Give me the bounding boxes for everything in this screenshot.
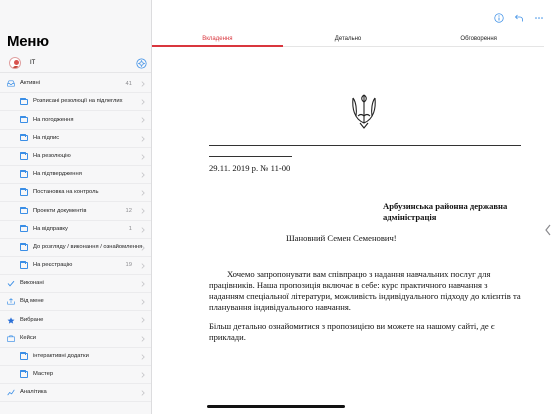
chevron-right-icon [141, 299, 145, 305]
sidebar-item[interactable] [0, 311, 152, 329]
chevron-right-icon [141, 281, 145, 287]
tab-discussion[interactable]: Обговорення [460, 36, 497, 42]
sidebar-menu [0, 0, 152, 414]
chevron-right-icon [141, 81, 145, 87]
sidebar-item-label: Кейси [20, 334, 36, 341]
folder-icon [20, 189, 28, 196]
sidebar-item[interactable] [0, 384, 152, 402]
sidebar-item[interactable] [0, 166, 152, 184]
chevron-right-icon [141, 99, 145, 105]
chevron-right-icon [141, 263, 145, 269]
sidebar-item[interactable] [0, 366, 152, 384]
checkmark-icon [7, 280, 15, 287]
chevron-right-icon [141, 336, 145, 342]
sidebar-item[interactable] [0, 184, 152, 202]
user-name: IT [30, 60, 36, 66]
sidebar-item-count: 19 [125, 262, 132, 269]
folder-icon [20, 135, 28, 142]
document-viewer[interactable] [152, 48, 544, 414]
sidebar-item-count: 12 [125, 207, 132, 214]
user-row[interactable] [0, 54, 152, 73]
sidebar-item-label: На підтвердження [33, 171, 82, 178]
chevron-right-icon [141, 190, 145, 196]
sidebar-item-label: До розгляду / виконання / ознайомлення [33, 243, 143, 250]
sidebar-item[interactable] [0, 257, 152, 275]
sidebar-item-label: На відправку [33, 225, 68, 232]
sidebar-item[interactable] [0, 348, 152, 366]
sidebar-item[interactable] [0, 111, 152, 129]
document-addressee: Арбузинська районна державна адміністрація [383, 201, 508, 222]
home-indicator[interactable] [207, 405, 345, 408]
chevron-left-icon[interactable] [544, 222, 552, 238]
chevron-right-icon [141, 154, 145, 160]
folder-icon [20, 226, 28, 233]
case-icon [7, 335, 15, 342]
document-greeting: Шановний Семен Семенович! [286, 233, 397, 243]
folder-icon [20, 244, 28, 251]
sidebar-item-label: На погодження [33, 116, 74, 123]
folder-icon [20, 353, 28, 360]
outbox-icon [7, 298, 15, 305]
sidebar-item[interactable] [0, 275, 152, 293]
folder-icon [20, 99, 28, 106]
menu-list [0, 75, 152, 402]
sidebar-item-label: Від мене [20, 298, 44, 305]
avatar [9, 57, 21, 69]
sidebar-item-label: Проекти документів [33, 207, 87, 214]
chevron-right-icon [141, 372, 145, 378]
chevron-right-icon [141, 245, 145, 251]
sidebar-item-label: Вибране [20, 316, 44, 323]
chevron-right-icon [141, 136, 145, 142]
main-panel [152, 0, 552, 414]
chevron-right-icon [141, 354, 145, 360]
sidebar-item-label: На підпис [33, 134, 60, 141]
sidebar-item[interactable] [0, 221, 152, 239]
analytics-icon [7, 389, 15, 396]
toolbar [494, 13, 544, 23]
more-dots-icon[interactable] [534, 13, 544, 23]
folder-icon [20, 262, 28, 269]
document-paragraph: Більш детально ознайомитися з пропозицією ви можете на нашому сайті, де є приклади. [209, 321, 495, 342]
chevron-right-icon [141, 172, 145, 178]
chevron-right-icon [141, 390, 145, 396]
sidebar-item[interactable] [0, 130, 152, 148]
sidebar-item-count: 1 [128, 226, 132, 233]
tab-details[interactable]: Детально [334, 36, 362, 42]
folder-icon [20, 208, 28, 215]
date-rule [209, 156, 292, 157]
star-icon [7, 317, 15, 324]
sidebar-item[interactable] [0, 293, 152, 311]
inbox-icon [7, 80, 15, 87]
chevron-right-icon [141, 208, 145, 214]
reply-icon[interactable] [514, 13, 524, 23]
sidebar-item-count: 41 [125, 80, 132, 87]
sidebar-item-label: На реєстрацію [33, 262, 73, 269]
sidebar-item-label: Постановка на контроль [33, 189, 99, 196]
info-icon[interactable] [494, 13, 504, 23]
tab-bar [152, 31, 544, 47]
folder-icon [20, 171, 28, 178]
coat-of-arms-trident-icon [350, 92, 378, 130]
folder-icon [20, 153, 28, 160]
settings-gear-icon[interactable] [136, 58, 147, 69]
sidebar-item-label: інтерактивні додатки [33, 353, 89, 359]
sidebar-item-label: Мастер [33, 371, 54, 378]
chevron-right-icon [141, 317, 145, 323]
sidebar-item[interactable] [0, 239, 152, 257]
sidebar-item[interactable] [0, 202, 152, 220]
document-date-number: 29.11. 2019 р. № 11-00 [209, 163, 291, 173]
sidebar-item-label: Виконані [20, 280, 44, 287]
chevron-right-icon [141, 117, 145, 123]
sidebar-item[interactable] [0, 330, 152, 348]
chevron-right-icon [141, 227, 145, 233]
sidebar-item[interactable] [0, 148, 152, 166]
sidebar-item-label: Аналітика [20, 389, 47, 396]
document-paragraph: Хочемо запропонувати вам співпрацю з надання навчальних послуг для працівників. Наша пропозиція включає в себе: курс практичного навчання з наданням спеціальної літератури, можливість індивідуального підходу до клієнтів та планування індивідуального навчання. [209, 269, 521, 312]
sidebar-item-label: Розписані резолюції на підлеглих [33, 98, 123, 105]
sidebar-item-label: Активні [20, 80, 40, 87]
folder-icon [20, 117, 28, 124]
sidebar-item-label: На резолюцію [33, 152, 71, 159]
folder-icon [20, 371, 28, 378]
menu-title: Меню [7, 33, 49, 50]
sidebar-item[interactable] [0, 75, 152, 93]
header-rule [209, 145, 521, 146]
sidebar-item[interactable] [0, 93, 152, 111]
tab-attachments[interactable]: Вкладення [152, 31, 283, 46]
